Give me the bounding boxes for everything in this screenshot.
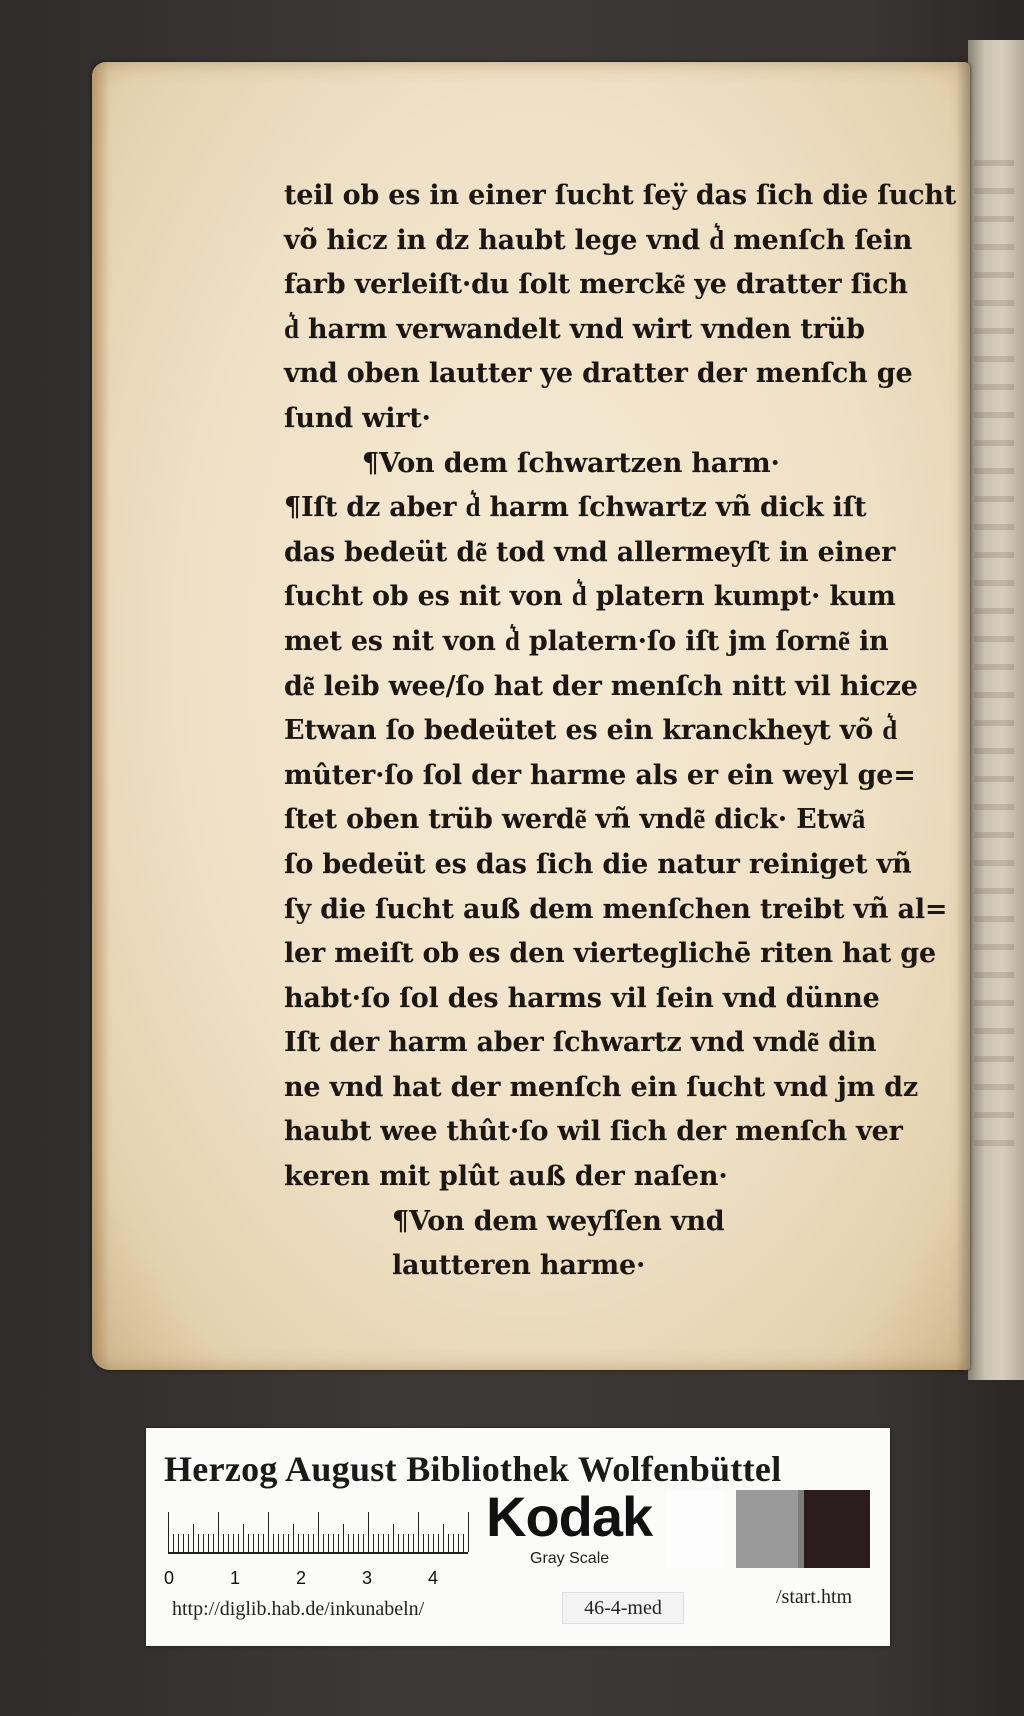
text-line: farb verleiſt·du ſolt mercke͂ ye dratter ſich: [284, 269, 908, 301]
ruler-tick: [258, 1534, 259, 1552]
ruler-tick: [213, 1534, 214, 1552]
ruler-tick: [328, 1534, 329, 1552]
ruler-tick: [298, 1534, 299, 1552]
ruler-tick: [308, 1534, 309, 1552]
text-line: met es nit von d͛ platern·ſo iſt jm ſorne͂ in: [284, 625, 889, 657]
text-line: ſtet oben trüb werde͂ vñ vnde͂ dick· Etwa͂: [284, 804, 866, 836]
text-line: haubt wee thût·ſo wil ſich der menſch ver: [284, 1116, 903, 1148]
ruler-tick: [178, 1534, 179, 1552]
ruler-tick: [168, 1512, 169, 1552]
ruler-tick: [228, 1534, 229, 1552]
text-line: ne vnd hat der menſch ein ſucht vnd jm dz: [284, 1071, 918, 1103]
archive-url: http://diglib.hab.de/inkunabeln/: [172, 1598, 425, 1620]
text-line: d͛ harm verwandelt vnd wirt vnden trüb: [284, 313, 865, 345]
text-line: Iſt der harm aber ſchwartz vnd vnde͂ din: [284, 1027, 877, 1059]
text-line: ſy die ſucht auß dem menſchen treibt vñ al=: [284, 893, 948, 925]
ruler-tick: [383, 1534, 384, 1552]
ruler-tick: [438, 1534, 439, 1552]
section-heading: ¶Von dem weyſſen vnd: [392, 1205, 725, 1237]
ruler-tick: [368, 1512, 369, 1552]
ruler-tick: [348, 1534, 349, 1552]
text-line: ſo bedeüt es das ſich die natur reiniget vñ: [284, 848, 912, 880]
text-line: ler meiſt ob es den vierteglichē riten hat ge: [284, 938, 936, 970]
ruler-tick: [203, 1534, 204, 1552]
ruler-tick: [283, 1534, 284, 1552]
ruler-tick: [463, 1534, 464, 1552]
text-line: mûter·ſo ſol der harme als er ein weyl ge=: [284, 759, 916, 791]
ruler-tick: [373, 1534, 374, 1552]
color-target-card: [146, 1428, 890, 1646]
ruler-tick: [333, 1534, 334, 1552]
ruler-tick: [433, 1534, 434, 1552]
gray-swatch-black: [804, 1490, 870, 1568]
ruler-tick: [193, 1524, 194, 1552]
text-line: das bedeüt de͂ tod vnd allermeyſt in einer: [284, 536, 896, 568]
ruler-tick: [223, 1534, 224, 1552]
ruler-tick: [428, 1534, 429, 1552]
gray-swatch-white: [666, 1490, 724, 1568]
ruler-tick: [198, 1534, 199, 1552]
ruler-tick: [263, 1534, 264, 1552]
text-line: teil ob es in einer ſucht ſeÿ das ſich die ſucht: [284, 180, 957, 211]
text-line: ſund wirt·: [284, 402, 431, 434]
ruler-tick: [188, 1534, 189, 1552]
ruler-tick: [418, 1512, 419, 1552]
ruler-tick: [288, 1534, 289, 1552]
ruler-number: 0: [164, 1568, 175, 1588]
ruler-tick: [378, 1534, 379, 1552]
text-line: võ hicz in dz haubt lege vnd d͛ menſch ſein: [284, 224, 913, 256]
ruler-number: 4: [428, 1568, 439, 1588]
ruler-tick: [303, 1534, 304, 1552]
ruler-number: 1: [230, 1568, 241, 1588]
gray-swatch-mid: [736, 1490, 798, 1568]
text-line: ¶Iſt dz aber d͛ harm ſchwartz vñ dick iſt: [284, 492, 867, 524]
ruler-tick: [173, 1534, 174, 1552]
ruler-tick: [408, 1534, 409, 1552]
ruler-tick: [253, 1534, 254, 1552]
ruler-tick: [403, 1534, 404, 1552]
shelfmark-code: 46-4-med: [562, 1592, 684, 1624]
section-heading: lautteren harme·: [392, 1250, 646, 1282]
section-heading: ¶Von dem ſchwartzen harm·: [362, 447, 780, 479]
ruler-tick: [278, 1534, 279, 1552]
ruler-tick: [273, 1534, 274, 1552]
ruler-tick: [238, 1534, 239, 1552]
kodak-logo: Kodak: [486, 1485, 653, 1548]
ruler-tick: [458, 1534, 459, 1552]
ruler-tick: [398, 1534, 399, 1552]
ruler-tick: [218, 1512, 219, 1552]
text-line: keren mit plût auß der naſen·: [284, 1161, 728, 1193]
text-line: de͂ leib wee/ſo hat der menſch nitt vil hicze: [284, 670, 918, 702]
ruler-tick: [293, 1524, 294, 1552]
adjacent-page-edge: [968, 40, 1024, 1380]
ruler-tick: [413, 1534, 414, 1552]
ruler-tick: [268, 1512, 269, 1552]
library-title: Herzog August Bibliothek Wolfenbüttel: [164, 1449, 782, 1489]
ruler-tick: [423, 1534, 424, 1552]
ruler-tick: [233, 1534, 234, 1552]
ruler-tick: [393, 1524, 394, 1552]
ruler-tick: [323, 1534, 324, 1552]
ruler-tick: [243, 1524, 244, 1552]
ruler-tick: [363, 1534, 364, 1552]
ruler-tick: [443, 1524, 444, 1552]
text-line: Etwan ſo bedeütet es ein kranckheyt võ d͛: [284, 715, 898, 747]
ruler-tick: [208, 1534, 209, 1552]
ruler-tick: [343, 1524, 344, 1552]
ruler-tick: [353, 1534, 354, 1552]
ruler-number: 3: [362, 1568, 373, 1588]
start-page-url: /start.htm: [776, 1586, 853, 1608]
ruler-number: 2: [296, 1568, 307, 1588]
ruler-tick: [313, 1534, 314, 1552]
ruler-tick: [338, 1534, 339, 1552]
text-line: vnd oben lautter ye dratter der menſch ge: [284, 358, 913, 390]
text-line: ſucht ob es nit von d͛ platern kumpt· kum: [284, 581, 896, 613]
gray-scale-label: Gray Scale: [530, 1550, 610, 1567]
book-page: [92, 62, 970, 1370]
ruler-tick: [468, 1512, 469, 1552]
text-line: habt·ſo ſol des harms vil ſein vnd dünne: [284, 982, 880, 1014]
measurement-ruler: [168, 1504, 468, 1554]
page-text: [284, 174, 957, 1289]
ruler-tick: [248, 1534, 249, 1552]
ruler-tick: [183, 1534, 184, 1552]
ruler-tick: [453, 1534, 454, 1552]
ruler-tick: [388, 1534, 389, 1552]
ruler-tick: [448, 1534, 449, 1552]
ruler-tick: [358, 1534, 359, 1552]
ruler-tick: [318, 1512, 319, 1552]
